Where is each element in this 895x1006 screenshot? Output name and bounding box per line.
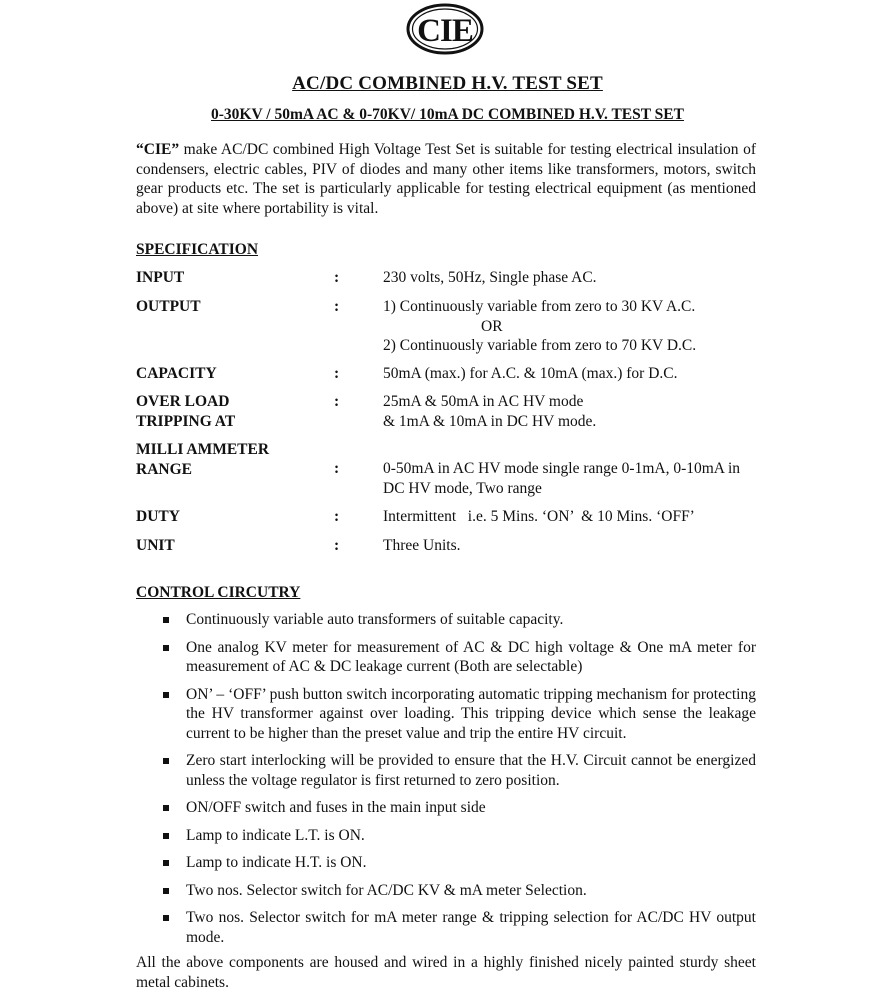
list-item bbox=[136, 881, 756, 901]
spec-colon: : bbox=[334, 298, 340, 315]
list-item-text: Two nos. Selector switch for mA meter range & tripping selection for AC/DC HV output mode. bbox=[186, 909, 756, 946]
control-circuitry-list bbox=[136, 610, 756, 955]
bullet-square-icon bbox=[163, 833, 169, 839]
specification-heading: SPECIFICATION bbox=[136, 241, 259, 258]
logo-text: CIE bbox=[417, 13, 473, 49]
bullet-square-icon bbox=[163, 645, 169, 651]
intro-brand: “CIE” bbox=[136, 141, 180, 158]
list-item-text: ON/OFF switch and fuses in the main input side bbox=[186, 799, 486, 816]
spec-label-duty: DUTY bbox=[136, 508, 180, 525]
spec-label-overload-line1: OVER LOAD bbox=[136, 393, 230, 410]
list-item bbox=[136, 610, 756, 630]
spec-colon: : bbox=[334, 537, 340, 554]
spec-value-overload-line1: 25mA & 50mA in AC HV mode bbox=[383, 393, 584, 410]
spec-label-milliammeter bbox=[136, 440, 269, 479]
list-item bbox=[136, 638, 756, 677]
bullet-square-icon bbox=[163, 758, 169, 764]
spec-label-overload bbox=[136, 392, 235, 431]
document-title: AC/DC COMBINED H.V. TEST SET bbox=[292, 73, 603, 94]
intro-paragraph bbox=[136, 140, 756, 218]
spec-value-overload-line2: & 1mA & 10mA in DC HV mode. bbox=[383, 412, 597, 430]
spec-label-milliammeter-line2: RANGE bbox=[136, 460, 192, 478]
list-item bbox=[136, 685, 756, 744]
spec-value-milliammeter: 0-50mA in AC HV mode single range 0-1mA, 0-10mA in DC HV mode, Two range bbox=[383, 460, 741, 497]
bullet-square-icon bbox=[163, 888, 169, 894]
spec-colon: : bbox=[334, 365, 340, 382]
spec-colon: : bbox=[334, 393, 340, 410]
list-item-text: Continuously variable auto transformers of suitable capacity. bbox=[186, 611, 564, 628]
list-item-text: Zero start interlocking will be provided to ensure that the H.V. Circuit cannot be energized unless the voltage regulator is first returned to zero position. bbox=[186, 752, 756, 789]
bullet-square-icon bbox=[163, 860, 169, 866]
list-item bbox=[136, 751, 756, 790]
closing-paragraph: All the above components are housed and wired in a highly finished nicely painted sturdy sheet metal cabinets. bbox=[136, 954, 756, 991]
spec-value-output bbox=[383, 297, 763, 356]
list-item-text: Two nos. Selector switch for AC/DC KV & mA meter Selection. bbox=[186, 881, 587, 899]
bullet-square-icon bbox=[163, 915, 169, 921]
spec-colon: : bbox=[334, 460, 340, 477]
spec-label-unit: UNIT bbox=[136, 537, 175, 554]
spec-label-input: INPUT bbox=[136, 269, 185, 286]
spec-value-capacity: 50mA (max.) for A.C. & 10mA (max.) for D.C. bbox=[383, 365, 678, 382]
spec-value-output-or: OR bbox=[481, 317, 503, 335]
list-item bbox=[136, 826, 756, 846]
bullet-square-icon bbox=[163, 617, 169, 623]
intro-text: make AC/DC combined High Voltage Test Set is suitable for testing electrical insulation of condensers, electric cables, PIV of diodes and many other items like transformers, motors, switch gear products etc. The set is particularly applicable for testing electrical equipment (as mentioned above) at site where portability is vital. bbox=[136, 141, 756, 217]
spec-value-output-line1: 1) Continuously variable from zero to 30 KV A.C. bbox=[383, 298, 696, 315]
spec-value-overload bbox=[383, 392, 763, 431]
list-item bbox=[136, 853, 756, 873]
list-item bbox=[136, 908, 756, 947]
list-item-text: Lamp to indicate L.T. is ON. bbox=[186, 826, 365, 844]
spec-label-output: OUTPUT bbox=[136, 298, 201, 315]
bullet-square-icon bbox=[163, 692, 169, 698]
list-item bbox=[136, 798, 756, 818]
list-item-text: ON’ – ‘OFF’ push button switch incorporating automatic tripping mechanism for protecting the HV transformer against over loading. This tripping device which sense the leakage current to be higher than the preset value and trip the entire HV circuit. bbox=[186, 685, 756, 742]
spec-colon: : bbox=[334, 508, 340, 525]
spec-label-overload-line2: TRIPPING AT bbox=[136, 412, 236, 430]
spec-label-capacity: CAPACITY bbox=[136, 365, 217, 382]
document-subtitle: 0-30KV / 50mA AC & 0-70KV/ 10mA DC COMBINED H.V. TEST SET bbox=[211, 106, 684, 123]
spec-colon: : bbox=[334, 269, 340, 286]
spec-value-duty: Intermittent i.e. 5 Mins. ‘ON’ & 10 Mins. ‘OFF’ bbox=[383, 508, 695, 525]
list-item-text: Lamp to indicate H.T. is ON. bbox=[186, 854, 367, 871]
company-logo bbox=[406, 3, 484, 55]
spec-value-output-line2: 2) Continuously variable from zero to 70 KV D.C. bbox=[383, 337, 697, 354]
spec-value-unit: Three Units. bbox=[383, 537, 461, 554]
bullet-square-icon bbox=[163, 805, 169, 811]
control-circuitry-heading: CONTROL CIRCUTRY bbox=[136, 584, 301, 601]
list-item-text: One analog KV meter for measurement of AC & DC high voltage & One mA meter for measurement of AC & DC leakage current (Both are selectable) bbox=[186, 638, 756, 675]
spec-value-input: 230 volts, 50Hz, Single phase AC. bbox=[383, 269, 597, 286]
spec-label-milliammeter-line1: MILLI AMMETER bbox=[136, 441, 270, 458]
